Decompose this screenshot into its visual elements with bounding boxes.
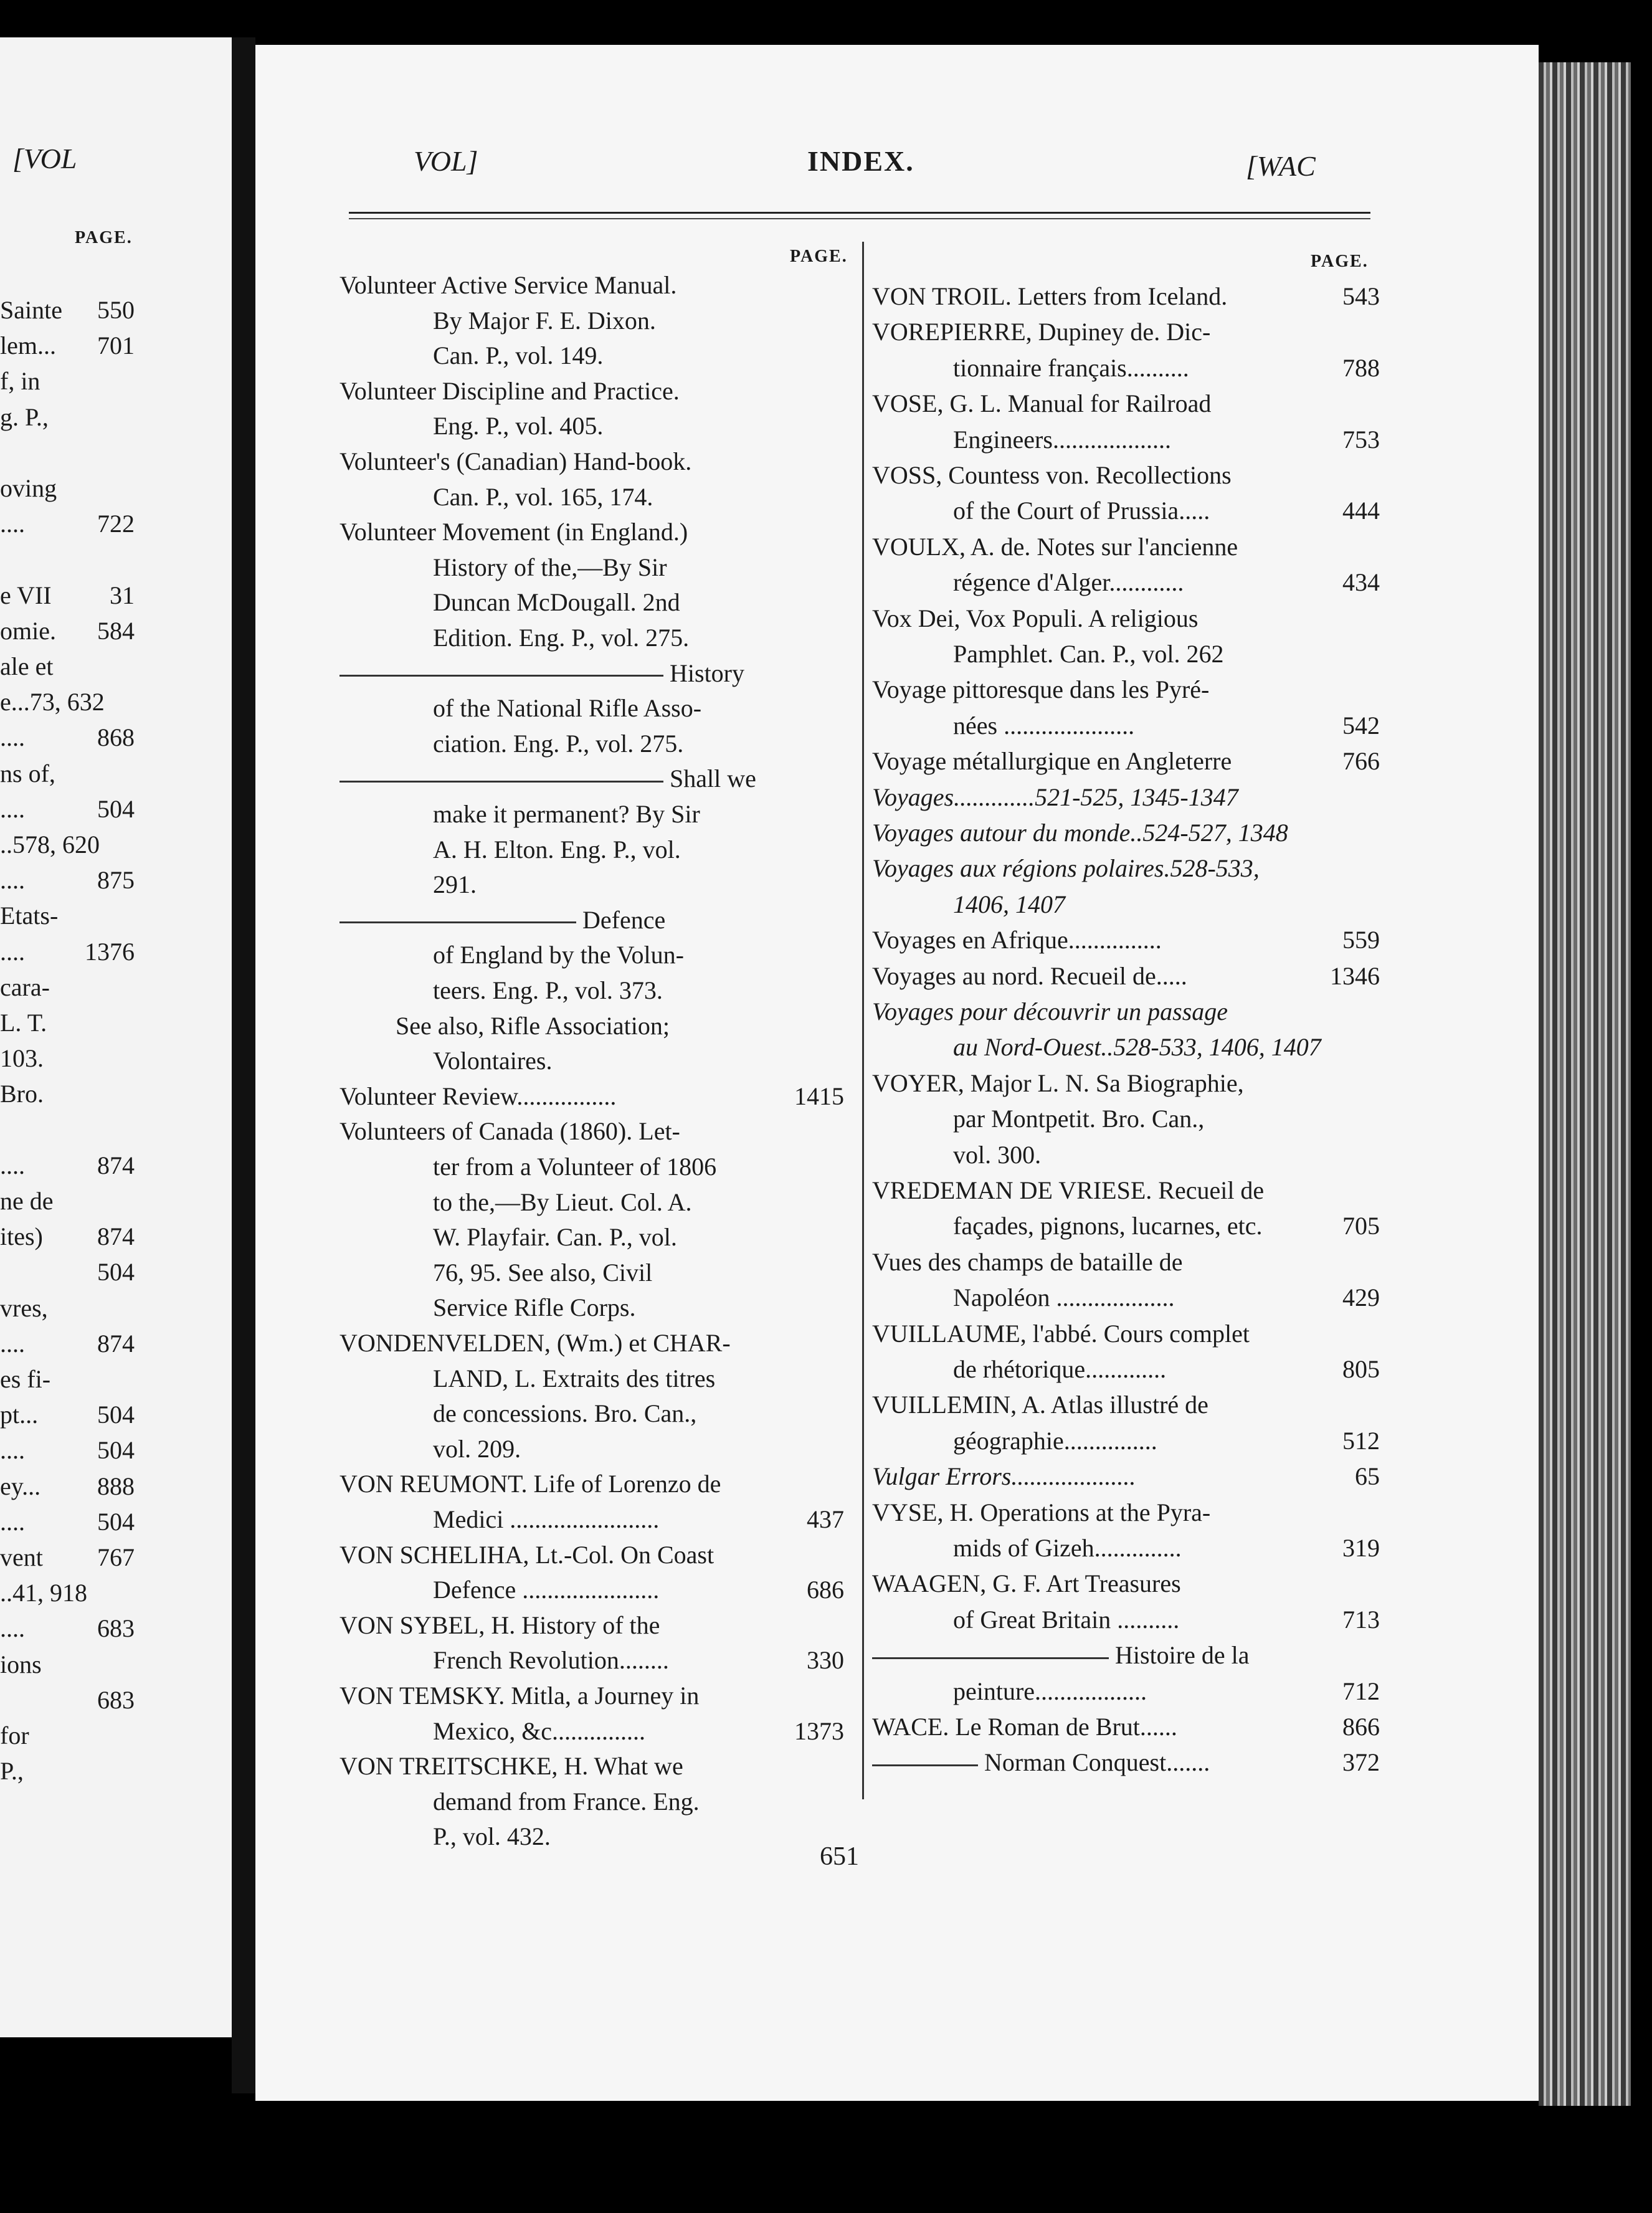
index-entry-text: Histoire de la — [1115, 1641, 1250, 1670]
index-entry-continuation: Pamphlet. Can. P., vol. 262 — [953, 639, 1224, 668]
facing-page-row-text: L. T. — [0, 1009, 47, 1037]
facing-page-row-text: ale et — [0, 652, 54, 680]
facing-page-row-text: ions — [0, 1650, 42, 1678]
facing-page-row — [0, 1754, 142, 1789]
facing-page-row-page: 868 — [97, 723, 135, 752]
index-entry-continuation: Medici ........................ — [433, 1505, 660, 1533]
index-entry-page: 542 — [1342, 711, 1380, 740]
index-entry-page: 429 — [1342, 1283, 1380, 1312]
index-entry-heading: VYSE, H. Operations at the Pyra- — [872, 1498, 1211, 1526]
facing-page-row — [0, 1683, 142, 1718]
index-entry-continuation: P., vol. 432. — [433, 1822, 551, 1851]
facing-page-row-text: omie. — [0, 616, 56, 645]
facing-page-row — [0, 328, 142, 363]
index-entry-page: 705 — [1342, 1212, 1380, 1240]
facing-page-row-text: .... — [0, 866, 25, 895]
facing-page-row-text: ns of, — [0, 759, 55, 788]
facing-page-row — [0, 364, 142, 399]
index-entry-heading: WAAGEN, G. F. Art Treasures — [872, 1569, 1181, 1598]
index-entry-continuation: Defence ...................... — [433, 1576, 660, 1604]
facing-page-row-page: 504 — [97, 1401, 135, 1429]
page-column-label-left: PAGE. — [790, 247, 848, 266]
index-entry-heading: VON TEMSKY. Mitla, a Journey in — [339, 1682, 700, 1710]
index-entry-page: 559 — [1342, 926, 1380, 954]
facing-page-row-text: ne de — [0, 1187, 54, 1215]
facing-page-row — [0, 1219, 142, 1254]
index-entry-continuation: Can. P., vol. 165, 174. — [433, 482, 653, 511]
facing-page-row-page: 584 — [97, 616, 135, 645]
index-entry-heading: VUILLEMIN, A. Atlas illustré de — [872, 1391, 1208, 1419]
page-edges — [1539, 62, 1631, 2106]
index-entry-heading: Vulgar Errors.................... — [872, 1462, 1136, 1491]
index-entry-page: 713 — [1342, 1605, 1380, 1634]
facing-page-row-page: 683 — [97, 1685, 135, 1714]
facing-page-row-text: .... — [0, 1329, 25, 1358]
index-entry-continuation: By Major F. E. Dixon. — [433, 306, 656, 335]
facing-page-row-text: .... — [0, 1151, 25, 1179]
index-entry-heading: Vox Dei, Vox Populi. A religious — [872, 604, 1199, 632]
facing-page-row — [0, 542, 142, 577]
index-entry-continuation: 291. — [433, 870, 477, 899]
facing-page-row — [0, 685, 142, 720]
index-entry-continuation: ciation. Eng. P., vol. 275. — [433, 729, 684, 758]
index-entry-page: 65 — [1355, 1462, 1380, 1491]
facing-page-row-text: ey... — [0, 1472, 41, 1500]
facing-page-row-page: 31 — [110, 581, 135, 609]
facing-page-row-page: 767 — [97, 1543, 135, 1571]
index-entry-heading: VON TROIL. Letters from Iceland. — [872, 282, 1228, 310]
index-entry-continuation: de concessions. Bro. Can., — [433, 1399, 697, 1428]
facing-page-row-text: pt... — [0, 1401, 39, 1429]
facing-page-row-page: 888 — [97, 1472, 135, 1500]
facing-page-row-page: 550 — [97, 296, 135, 324]
index-entry-continuation: mids of Gizeh.............. — [953, 1533, 1182, 1562]
index-entry-continuation: Mexico, &c............... — [433, 1716, 646, 1745]
index-entry-continuation: Service Rifle Corps. — [433, 1293, 636, 1322]
facing-page-row — [0, 471, 142, 506]
index-entry-page: 753 — [1342, 425, 1380, 454]
facing-page-row-text: cara- — [0, 973, 50, 1001]
index-entry-heading: VON SCHELIHA, Lt.-Col. On Coast — [339, 1540, 714, 1569]
index-entry-page: 1346 — [1330, 961, 1380, 990]
facing-page-row-text: .... — [0, 794, 25, 823]
facing-page-row — [0, 649, 142, 684]
index-entry-page: 766 — [1342, 747, 1380, 776]
facing-page-row-text: .... — [0, 723, 25, 752]
index-entry-continuation: to the,—By Lieut. Col. A. — [433, 1187, 692, 1216]
ditto-rule — [339, 675, 663, 677]
index-entry-page: 512 — [1342, 1426, 1380, 1455]
index-entry-heading: Vues des champs de bataille de — [872, 1247, 1183, 1276]
facing-page-row-text: for — [0, 1721, 29, 1749]
facing-page-row-text: es fi- — [0, 1365, 51, 1393]
index-entry-page: 437 — [807, 1505, 844, 1533]
ditto-rule — [872, 1657, 1109, 1659]
index-entry-continuation: vol. 209. — [433, 1434, 521, 1463]
index-entry-heading: Volunteer Movement (in England.) — [339, 518, 688, 546]
index-entry-page: 319 — [1342, 1533, 1380, 1562]
facing-page-row-text: lem... — [0, 331, 56, 360]
index-entry-heading: Voyages autour du monde..524-527, 1348 — [872, 819, 1288, 847]
facing-page-row — [0, 1077, 142, 1111]
index-entry-continuation: Engineers................... — [953, 425, 1171, 454]
facing-page-row-text: .... — [0, 1507, 25, 1536]
facing-page-row-text: vent — [0, 1543, 43, 1571]
facing-page-row-text: 103. — [0, 1044, 44, 1073]
index-entry-continuation: ter from a Volunteer of 1806 — [433, 1152, 717, 1181]
facing-page-row — [0, 970, 142, 1005]
facing-page-row-page: 1376 — [85, 937, 135, 966]
index-entry-continuation: History of the,—By Sir — [433, 553, 667, 581]
index-entry-heading: Voyages pour découvrir un passage — [872, 997, 1228, 1026]
index-entry-continuation: tionnaire français.......... — [953, 353, 1189, 382]
index-entry-continuation: façades, pignons, lucarnes, etc. — [953, 1212, 1263, 1240]
index-entry-continuation: 1406, 1407 — [953, 890, 1065, 918]
column-rule — [862, 242, 864, 1799]
facing-page-row-page: 504 — [97, 1436, 135, 1465]
index-entry-continuation: of the Court of Prussia..... — [953, 497, 1210, 525]
facing-page-row-text: f, in — [0, 367, 40, 396]
facing-page-row-page: 504 — [97, 1507, 135, 1536]
facing-page-page-label: PAGE. — [75, 228, 133, 247]
index-entry-text: Defence — [582, 905, 666, 934]
index-entry-continuation: par Montpetit. Bro. Can., — [953, 1105, 1205, 1133]
facing-page-row — [0, 1718, 142, 1753]
index-entry-page: 330 — [807, 1646, 844, 1675]
index-entry-continuation: de rhétorique............. — [953, 1354, 1167, 1383]
index-entry-heading: VUILLAUME, l'abbé. Cours complet — [872, 1319, 1250, 1348]
page-title: INDEX. — [807, 145, 914, 177]
facing-page-row-text: oving — [0, 474, 57, 502]
index-entry-heading: VOSS, Countess von. Recollections — [872, 461, 1232, 489]
facing-page-running-head: [VOL — [12, 143, 77, 174]
index-entry-heading: Voyage métallurgique en Angleterre — [872, 747, 1232, 776]
index-entry-heading — [872, 1638, 1250, 1673]
facing-page-row-text: e VII — [0, 581, 52, 609]
facing-page-row — [0, 507, 142, 541]
facing-page-row-page: 875 — [97, 866, 135, 895]
index-entry-continuation: peinture.................. — [953, 1677, 1147, 1705]
facing-page-row — [0, 1647, 142, 1682]
index-entry-continuation: Volontaires. — [433, 1047, 553, 1075]
facing-page-row-text: .... — [0, 510, 25, 538]
index-entry-page: 1415 — [794, 1082, 844, 1110]
index-entry-continuation: régence d'Alger............ — [953, 568, 1184, 597]
facing-page-row — [0, 1611, 142, 1646]
index-entry-heading: Volunteers of Canada (1860). Let- — [339, 1117, 680, 1146]
index-entry-page: 372 — [1342, 1748, 1380, 1777]
index-entry-page: 434 — [1342, 568, 1380, 597]
index-entry-heading — [339, 656, 744, 691]
index-entry-page: 444 — [1342, 497, 1380, 525]
facing-page-row-text: ..578, 620 — [0, 830, 100, 859]
index-entry-heading — [872, 1745, 1210, 1780]
index-entry-text: History — [670, 659, 744, 687]
index-entry-continuation: Eng. P., vol. 405. — [433, 412, 604, 440]
index-entry-continuation: nées ..................... — [953, 711, 1135, 740]
running-head-left: VOL] — [414, 145, 478, 177]
facing-page-row-page: 874 — [97, 1222, 135, 1251]
facing-page-row-page: 683 — [97, 1614, 135, 1643]
facing-page-row-text: Sainte — [0, 296, 62, 324]
facing-page-row-text: Bro. — [0, 1080, 44, 1108]
index-entry-page: 1373 — [794, 1716, 844, 1745]
facing-page-row-page: 701 — [97, 331, 135, 360]
facing-page-row — [0, 1041, 142, 1076]
index-entry-continuation: Edition. Eng. P., vol. 275. — [433, 623, 690, 652]
facing-page-row — [0, 1006, 142, 1040]
index-entry-continuation: A. H. Elton. Eng. P., vol. — [433, 835, 681, 864]
facing-page-fragment — [0, 37, 232, 2037]
index-entry-heading: Volunteer Active Service Manual. — [339, 271, 677, 299]
index-entry-heading: VONDENVELDEN, (Wm.) et CHAR- — [339, 1329, 731, 1357]
facing-page-row-text: g. P., — [0, 402, 49, 431]
facing-page-row-page: 722 — [97, 510, 135, 538]
ditto-rule — [339, 781, 663, 783]
index-entry-heading — [339, 761, 756, 796]
index-entry-heading: Voyages aux régions polaires.528-533, — [872, 854, 1260, 883]
facing-page-row — [0, 400, 142, 435]
index-entry-continuation: Duncan McDougall. 2nd — [433, 588, 680, 617]
ditto-rule — [872, 1764, 978, 1766]
index-entry-continuation: au Nord-Ouest..528-533, 1406, 1407 — [953, 1033, 1321, 1062]
index-entry-heading: VON SYBEL, H. History of the — [339, 1611, 660, 1639]
index-entry-heading: Volunteer Discipline and Practice. — [339, 376, 680, 405]
index-entry-heading: Voyages au nord. Recueil de..... — [872, 961, 1187, 990]
facing-page-row-page: 504 — [97, 1258, 135, 1287]
facing-page-row-text: ..41, 918 — [0, 1579, 87, 1607]
index-entry-heading: VOULX, A. de. Notes sur l'ancienne — [872, 532, 1238, 561]
facing-page-row — [0, 1433, 142, 1468]
facing-page-row — [0, 614, 142, 649]
index-entry-continuation: demand from France. Eng. — [433, 1787, 700, 1816]
index-entry-heading: Voyage pittoresque dans les Pyré- — [872, 675, 1210, 704]
facing-page-row-page: 874 — [97, 1329, 135, 1358]
facing-page-row — [0, 898, 142, 933]
facing-page-row — [0, 1576, 142, 1611]
facing-page-row-page: 874 — [97, 1151, 135, 1179]
facing-page-row-text: .... — [0, 937, 25, 966]
facing-page-row — [0, 1113, 142, 1148]
index-entry-continuation: of the National Rifle Asso- — [433, 694, 702, 723]
index-entry-heading: VOYER, Major L. N. Sa Biographie, — [872, 1068, 1244, 1097]
facing-page-row-text: ites) — [0, 1222, 43, 1251]
index-entry-heading: WACE. Le Roman de Brut...... — [872, 1713, 1177, 1741]
index-entry-continuation: LAND, L. Extraits des titres — [433, 1364, 716, 1392]
index-entry-continuation: Can. P., vol. 149. — [433, 341, 604, 370]
index-entry-heading: Volunteer's (Canadian) Hand-book. — [339, 447, 692, 475]
index-entry-page: 805 — [1342, 1354, 1380, 1383]
index-entry-heading: Voyages en Afrique............... — [872, 926, 1162, 954]
index-entry-heading: VOSE, G. L. Manual for Railroad — [872, 389, 1212, 418]
index-entry-heading: VON REUMONT. Life of Lorenzo de — [339, 1470, 721, 1498]
facing-page-row — [0, 756, 142, 791]
index-entry-continuation: of Great Britain .......... — [953, 1605, 1180, 1634]
index-entry-heading: VREDEMAN DE VRIESE. Recueil de — [872, 1176, 1265, 1204]
index-entry-text: Norman Conquest....... — [984, 1748, 1210, 1777]
index-entry-page: 712 — [1342, 1677, 1380, 1705]
index-entry-continuation: 76, 95. See also, Civil — [433, 1258, 653, 1287]
index-entry-text: Shall we — [670, 764, 756, 793]
facing-page-row — [0, 827, 142, 862]
index-entry-heading: VON TREITSCHKE, H. What we — [339, 1752, 683, 1781]
facing-page-row — [0, 1326, 142, 1361]
facing-page-row — [0, 1291, 142, 1326]
index-entry-heading: Voyages.............521-525, 1345-1347 — [872, 783, 1238, 811]
facing-page-row — [0, 863, 142, 898]
facing-page-row-text: P., — [0, 1757, 24, 1786]
facing-page-row — [0, 1397, 142, 1432]
facing-page-row — [0, 1148, 142, 1183]
index-entry-continuation: vol. 300. — [953, 1140, 1042, 1169]
index-entry-heading: Volunteer Review................ — [339, 1082, 617, 1110]
facing-page-row — [0, 435, 142, 470]
facing-page-row-text: vres, — [0, 1293, 48, 1322]
facing-page-row — [0, 578, 142, 613]
index-entry-heading — [339, 903, 665, 938]
page-column-label-right: PAGE. — [1311, 252, 1369, 271]
book-gutter — [232, 37, 255, 2093]
facing-page-row — [0, 1505, 142, 1540]
index-entry-page: 866 — [1342, 1713, 1380, 1741]
index-entry-continuation: W. Playfair. Can. P., vol. — [433, 1223, 677, 1252]
facing-page-row-text: Etats- — [0, 902, 59, 930]
facing-page-row-text: .... — [0, 1614, 25, 1643]
index-entry-continuation: Napoléon ................... — [953, 1283, 1175, 1312]
index-entry-continuation: French Revolution........ — [433, 1646, 669, 1675]
ditto-rule — [339, 921, 576, 923]
facing-page-row — [0, 1362, 142, 1397]
facing-page-row — [0, 293, 142, 328]
index-entry-continuation: make it permanent? By Sir — [433, 799, 700, 828]
index-entry-page: 788 — [1342, 353, 1380, 382]
facing-page-row — [0, 1184, 142, 1219]
index-entry-continuation: teers. Eng. P., vol. 373. — [433, 976, 663, 1004]
facing-page-row-page: 504 — [97, 794, 135, 823]
facing-page-row — [0, 720, 142, 755]
index-entry-heading: See also, Rifle Association; — [396, 1011, 670, 1040]
facing-page-row-text: .... — [0, 1436, 25, 1465]
index-entry-page: 686 — [807, 1576, 844, 1604]
facing-page-row — [0, 1540, 142, 1575]
index-entry-continuation: of England by the Volun- — [433, 941, 684, 969]
facing-page-row-text: e...73, 632 — [0, 688, 105, 716]
index-entry-continuation: géographie............... — [953, 1426, 1157, 1455]
header-rule — [349, 212, 1370, 219]
facing-page-row — [0, 935, 142, 969]
running-head-right: [WAC — [1246, 150, 1316, 182]
facing-page-row — [0, 1255, 142, 1290]
index-entry-page: 543 — [1342, 282, 1380, 310]
facing-page-row — [0, 792, 142, 827]
index-entry-heading: VOREPIERRE, Dupiney de. Dic- — [872, 318, 1211, 346]
facing-page-row — [0, 1469, 142, 1504]
page-number: 651 — [820, 1842, 859, 1871]
